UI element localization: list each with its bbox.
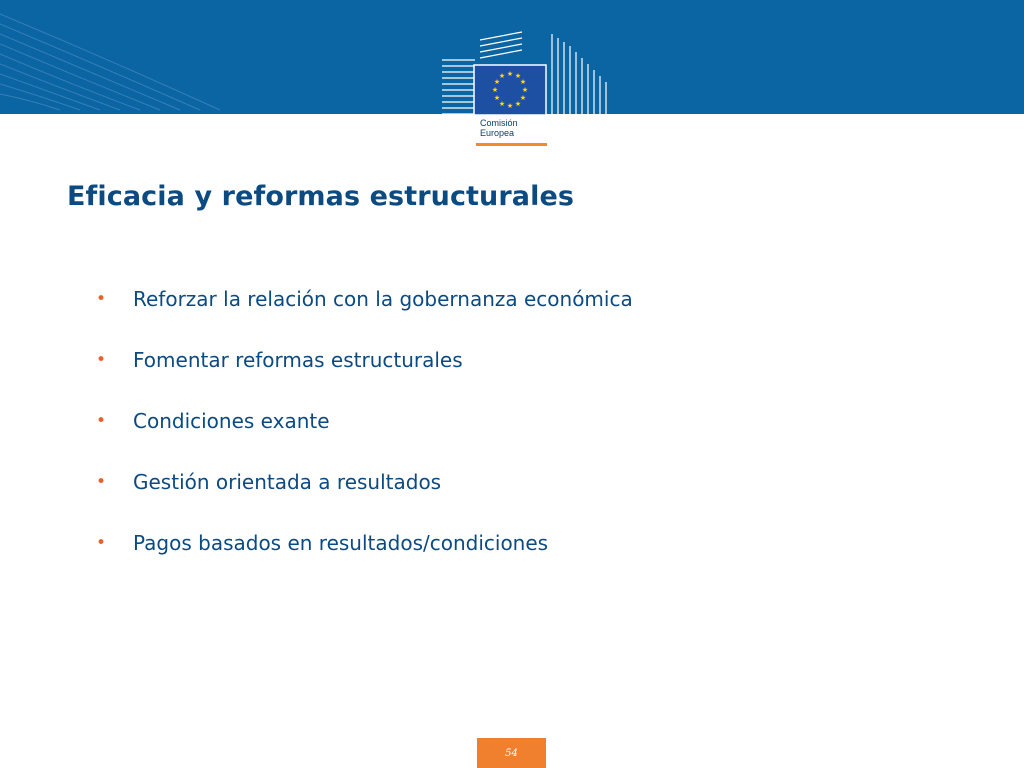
svg-text:★: ★ [506,70,514,78]
european-commission-logo [440,30,608,150]
svg-text:★: ★ [493,78,501,86]
bullet-icon: • [96,349,107,370]
list-item [96,513,633,574]
bullet-icon: • [96,472,107,493]
svg-text:★: ★ [519,78,527,86]
bullet-text: Gestión orientada a resultados [133,470,442,495]
bullet-text: Fomentar reformas estructurales [133,347,463,372]
bullet-icon: • [96,288,107,309]
svg-text:★: ★ [491,86,499,94]
list-item [96,452,633,513]
commission-building-icon [440,30,608,120]
bullet-text: Condiciones exante [133,408,330,433]
logo-line-1: Comisión [480,118,518,128]
svg-text:★: ★ [506,102,514,110]
svg-text:★: ★ [493,94,501,102]
list-item [96,390,633,451]
svg-text:★: ★ [519,94,527,102]
svg-text:★: ★ [521,86,529,94]
slide-title: Eficacia y reformas estructurales [67,181,575,212]
page-number-badge [477,738,546,768]
list-item [96,268,633,329]
svg-text:★: ★ [498,72,506,80]
list-item [96,329,633,390]
svg-text:★: ★ [498,100,506,108]
logo-wordmark [480,118,550,138]
svg-text:★: ★ [514,100,522,108]
logo-underline [476,143,547,146]
bullet-icon: • [96,410,107,431]
svg-text:★: ★ [514,72,522,80]
bullet-text: Reforzar la relación con la gobernanza económica [133,286,633,311]
bullet-text: Pagos basados en resultados/condiciones [133,531,549,556]
bullet-icon: • [96,533,107,554]
page-number: 54 [505,747,518,759]
bullet-list [96,268,633,574]
logo-line-2: Europea [480,128,515,138]
